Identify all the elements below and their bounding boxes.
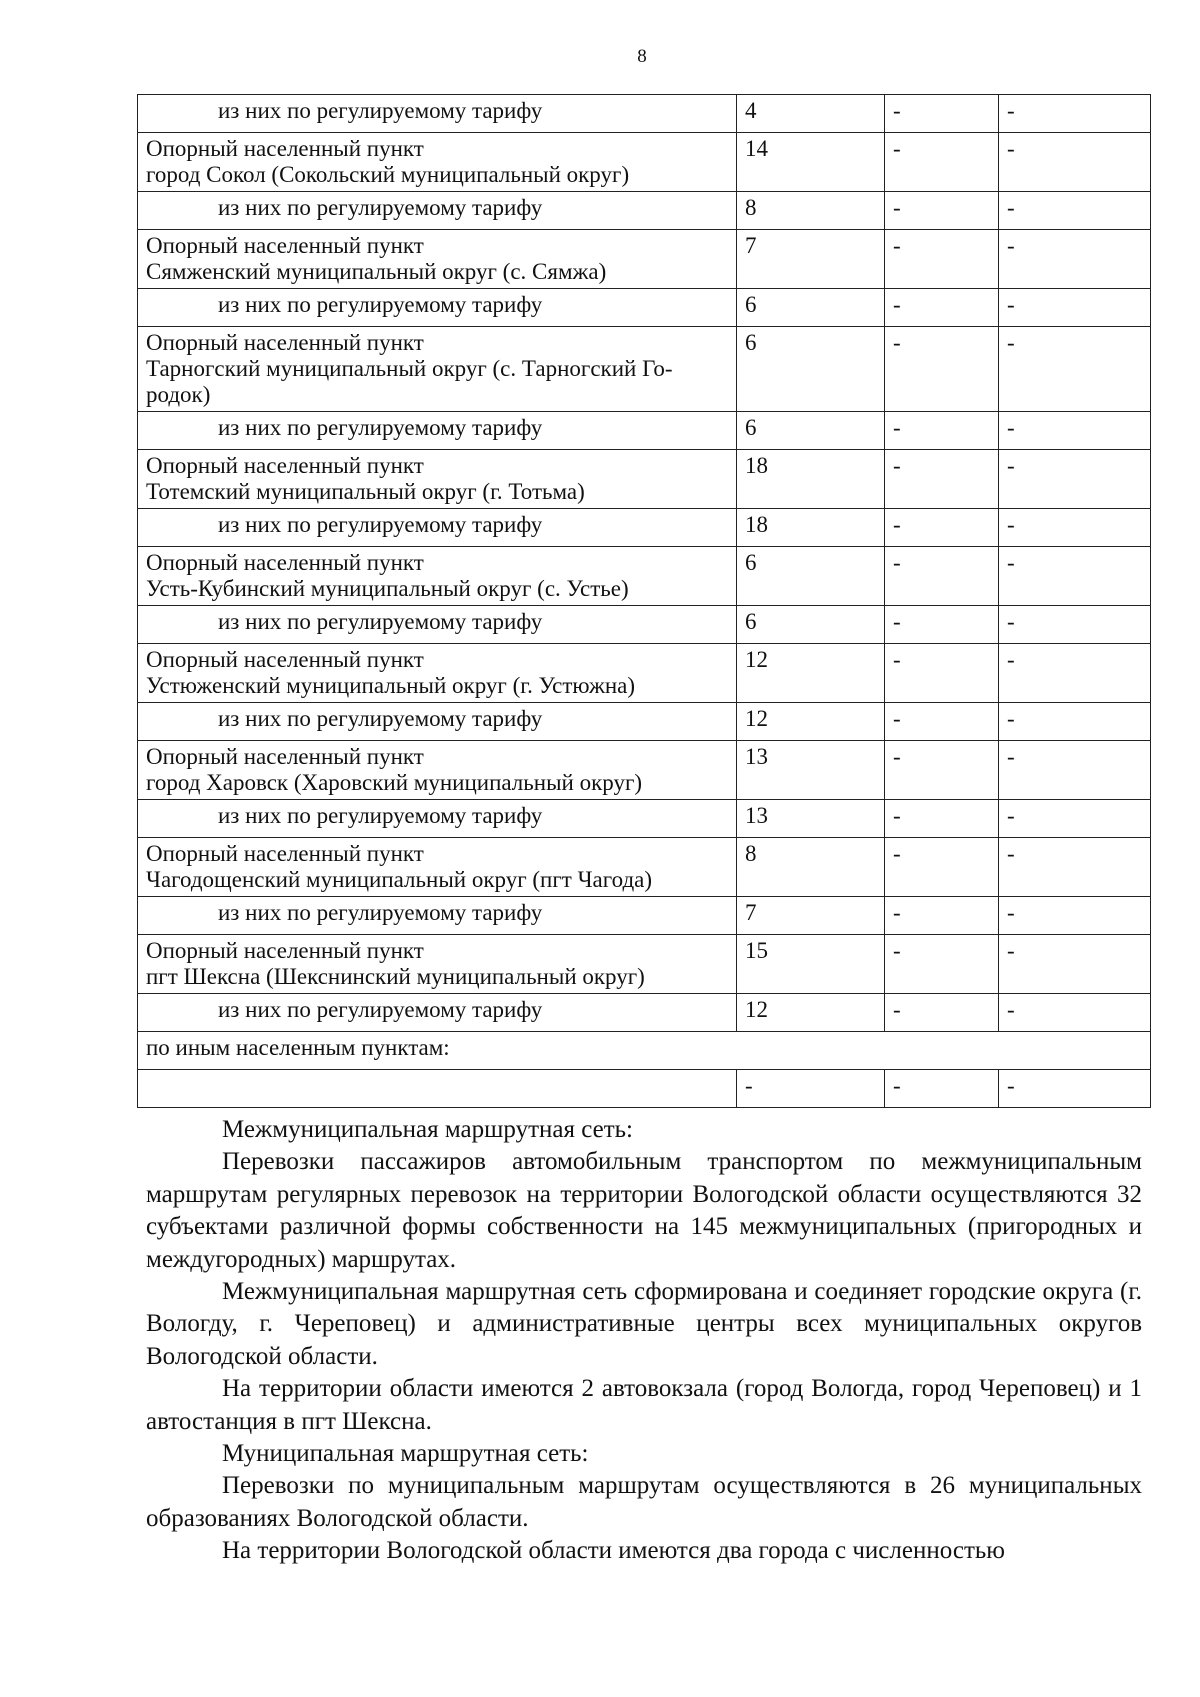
paragraph: На территории Вологодской области имеются два города с численностью (222, 1537, 1005, 1565)
page-number: 8 (637, 46, 647, 67)
row-value-v3: - (999, 509, 1151, 547)
row-label: из них по регулируемому тарифу (138, 703, 737, 741)
row-label (138, 838, 737, 897)
row-label: из них по регулируемому тарифу (138, 606, 737, 644)
row-value-v2: - (885, 838, 999, 897)
table-row (138, 509, 1151, 547)
table-row (138, 1070, 1151, 1108)
table-row (138, 644, 1151, 703)
row-value-v2: - (885, 133, 999, 192)
row-label: из них по регулируемому тарифу (138, 897, 737, 935)
row-value-v3: - (999, 935, 1151, 994)
row-label-line: Опорный населенный пункт (146, 550, 424, 575)
paragraph: Муниципальная маршрутная сеть: (222, 1440, 589, 1468)
row-value-v3: - (999, 327, 1151, 412)
row-label: из них по регулируемому тарифу (138, 192, 737, 230)
row-value-v3: - (999, 289, 1151, 327)
row-value-v2: - (885, 192, 999, 230)
row-value-v1: 13 (737, 741, 885, 800)
row-value-v1: 15 (737, 935, 885, 994)
row-label: из них по регулируемому тарифу (138, 412, 737, 450)
row-value-v3: - (999, 994, 1151, 1032)
row-label-line: Сямженский муниципальный округ (с. Сямжа) (146, 259, 607, 284)
row-label-line: Опорный населенный пункт (146, 233, 424, 258)
table-row (138, 95, 1151, 133)
row-value-v3: - (999, 192, 1151, 230)
table-row (138, 289, 1151, 327)
paragraph: Перевозки пассажиров автомобильным транспортом по межмуниципальным маршрутам регулярных перевозок на территории Вологодской области осуществляются 32 субъектами различной формы собственности на 145 межмуниципальных (пригородных и междугородных) маршрутах. (146, 1148, 1142, 1273)
row-label (138, 935, 737, 994)
row-value-v1: 13 (737, 800, 885, 838)
row-value-v3: - (999, 838, 1151, 897)
paragraph: На территории области имеются 2 автовокзала (город Вологда, город Череповец) и 1 автостанция в пгт Шексна. (146, 1375, 1142, 1435)
table-row (138, 450, 1151, 509)
row-value-v2: - (885, 897, 999, 935)
row-value-v1: 12 (737, 703, 885, 741)
table-row (138, 935, 1151, 994)
row-value-v3: - (999, 741, 1151, 800)
row-value-v2: - (885, 289, 999, 327)
table-row (138, 547, 1151, 606)
paragraph: Межмуниципальная маршрутная сеть сформирована и соединяет городские округа (г. Вологду, г. Череповец) и административные центры всех муниципальных округов Вологодской области. (146, 1278, 1142, 1370)
row-value-v2: - (885, 450, 999, 509)
paragraph: Перевозки по муниципальным маршрутам осуществляются в 26 муниципальных образованиях Вологодской области. (146, 1472, 1142, 1532)
row-value-v3: - (999, 897, 1151, 935)
row-value-v1: 8 (737, 192, 885, 230)
row-label-line: Опорный населенный пункт (146, 647, 424, 672)
row-label-line: Опорный населенный пункт (146, 841, 424, 866)
table-row (138, 838, 1151, 897)
row-value-v1: 6 (737, 606, 885, 644)
row-label-line: город Сокол (Сокольский муниципальный округ) (146, 162, 630, 187)
row-value-v3: - (999, 606, 1151, 644)
row-label (138, 327, 737, 412)
row-value-v2: - (885, 994, 999, 1032)
row-label-line: Опорный населенный пункт (146, 938, 424, 963)
row-value-v2: - (885, 644, 999, 703)
row-value-v2: - (885, 703, 999, 741)
row-value-v2: - (885, 935, 999, 994)
row-label-line: Опорный населенный пункт (146, 136, 424, 161)
row-value-v2: - (885, 800, 999, 838)
row-value-v2: - (885, 1070, 999, 1108)
row-label-line: Чагодощенский муниципальный округ (пгт Чагода) (146, 867, 653, 892)
row-value-v2: - (885, 412, 999, 450)
row-label (138, 133, 737, 192)
table-row (138, 897, 1151, 935)
body-text (146, 1114, 1142, 1568)
row-value-v2: - (885, 230, 999, 289)
row-value-v1: 12 (737, 994, 885, 1032)
row-label-line: Опорный населенный пункт (146, 744, 424, 769)
table-row (138, 133, 1151, 192)
row-label-line: Тарногский муниципальный округ (с. Тарногский Го- (146, 356, 673, 381)
paragraph: Межмуниципальная маршрутная сеть: (222, 1116, 633, 1143)
row-label (138, 230, 737, 289)
row-value-v3: - (999, 412, 1151, 450)
row-value-v1: - (737, 1070, 885, 1108)
table-row (138, 327, 1151, 412)
table-row (138, 606, 1151, 644)
row-value-v2: - (885, 741, 999, 800)
row-value-v3: - (999, 800, 1151, 838)
row-label: из них по регулируемому тарифу (138, 95, 737, 133)
row-value-v3: - (999, 644, 1151, 703)
row-value-v2: - (885, 327, 999, 412)
row-label-line: Усть-Кубинский муниципальный округ (с. Устье) (146, 576, 629, 601)
row-value-v3: - (999, 1070, 1151, 1108)
table-row (138, 230, 1151, 289)
row-value-v1: 6 (737, 412, 885, 450)
row-value-v1: 7 (737, 897, 885, 935)
row-value-v1: 18 (737, 509, 885, 547)
row-label: из них по регулируемому тарифу (138, 800, 737, 838)
table-row (138, 741, 1151, 800)
routes-table-body (138, 95, 1151, 1108)
row-value-v1: 6 (737, 547, 885, 606)
table-row (138, 703, 1151, 741)
row-label (138, 450, 737, 509)
row-label: из них по регулируемому тарифу (138, 994, 737, 1032)
row-label: из них по регулируемому тарифу (138, 509, 737, 547)
row-value-v1: 6 (737, 289, 885, 327)
row-value-v1: 8 (737, 838, 885, 897)
row-value-v3: - (999, 230, 1151, 289)
row-label-line: родок) (146, 382, 211, 407)
row-value-v3: - (999, 450, 1151, 509)
table-row (138, 192, 1151, 230)
row-label (138, 741, 737, 800)
row-value-v2: - (885, 509, 999, 547)
row-label: по иным населенным пунктам: (138, 1032, 1151, 1070)
row-value-v3: - (999, 95, 1151, 133)
row-value-v1: 14 (737, 133, 885, 192)
table-row (138, 800, 1151, 838)
row-label-line: Устюженский муниципальный округ (г. Устюжна) (146, 673, 636, 698)
row-value-v1: 7 (737, 230, 885, 289)
row-value-v2: - (885, 95, 999, 133)
table-row (138, 994, 1151, 1032)
routes-table (137, 94, 1151, 1108)
row-label: из них по регулируемому тарифу (138, 289, 737, 327)
row-value-v1: 4 (737, 95, 885, 133)
row-label (138, 1070, 737, 1108)
table-row (138, 1032, 1151, 1070)
table-row (138, 412, 1151, 450)
row-label-line: город Харовск (Харовский муниципальный округ) (146, 770, 643, 795)
row-label-line: Опорный населенный пункт (146, 330, 424, 355)
row-label (138, 644, 737, 703)
row-value-v3: - (999, 703, 1151, 741)
row-value-v1: 18 (737, 450, 885, 509)
row-value-v3: - (999, 133, 1151, 192)
row-label (138, 547, 737, 606)
row-value-v1: 6 (737, 327, 885, 412)
row-value-v2: - (885, 606, 999, 644)
row-value-v1: 12 (737, 644, 885, 703)
row-label-line: Опорный населенный пункт (146, 453, 424, 478)
row-value-v2: - (885, 547, 999, 606)
row-value-v3: - (999, 547, 1151, 606)
row-label-line: пгт Шексна (Шекснинский муниципальный округ) (146, 964, 645, 989)
row-label-line: Тотемский муниципальный округ (г. Тотьма) (146, 479, 585, 504)
